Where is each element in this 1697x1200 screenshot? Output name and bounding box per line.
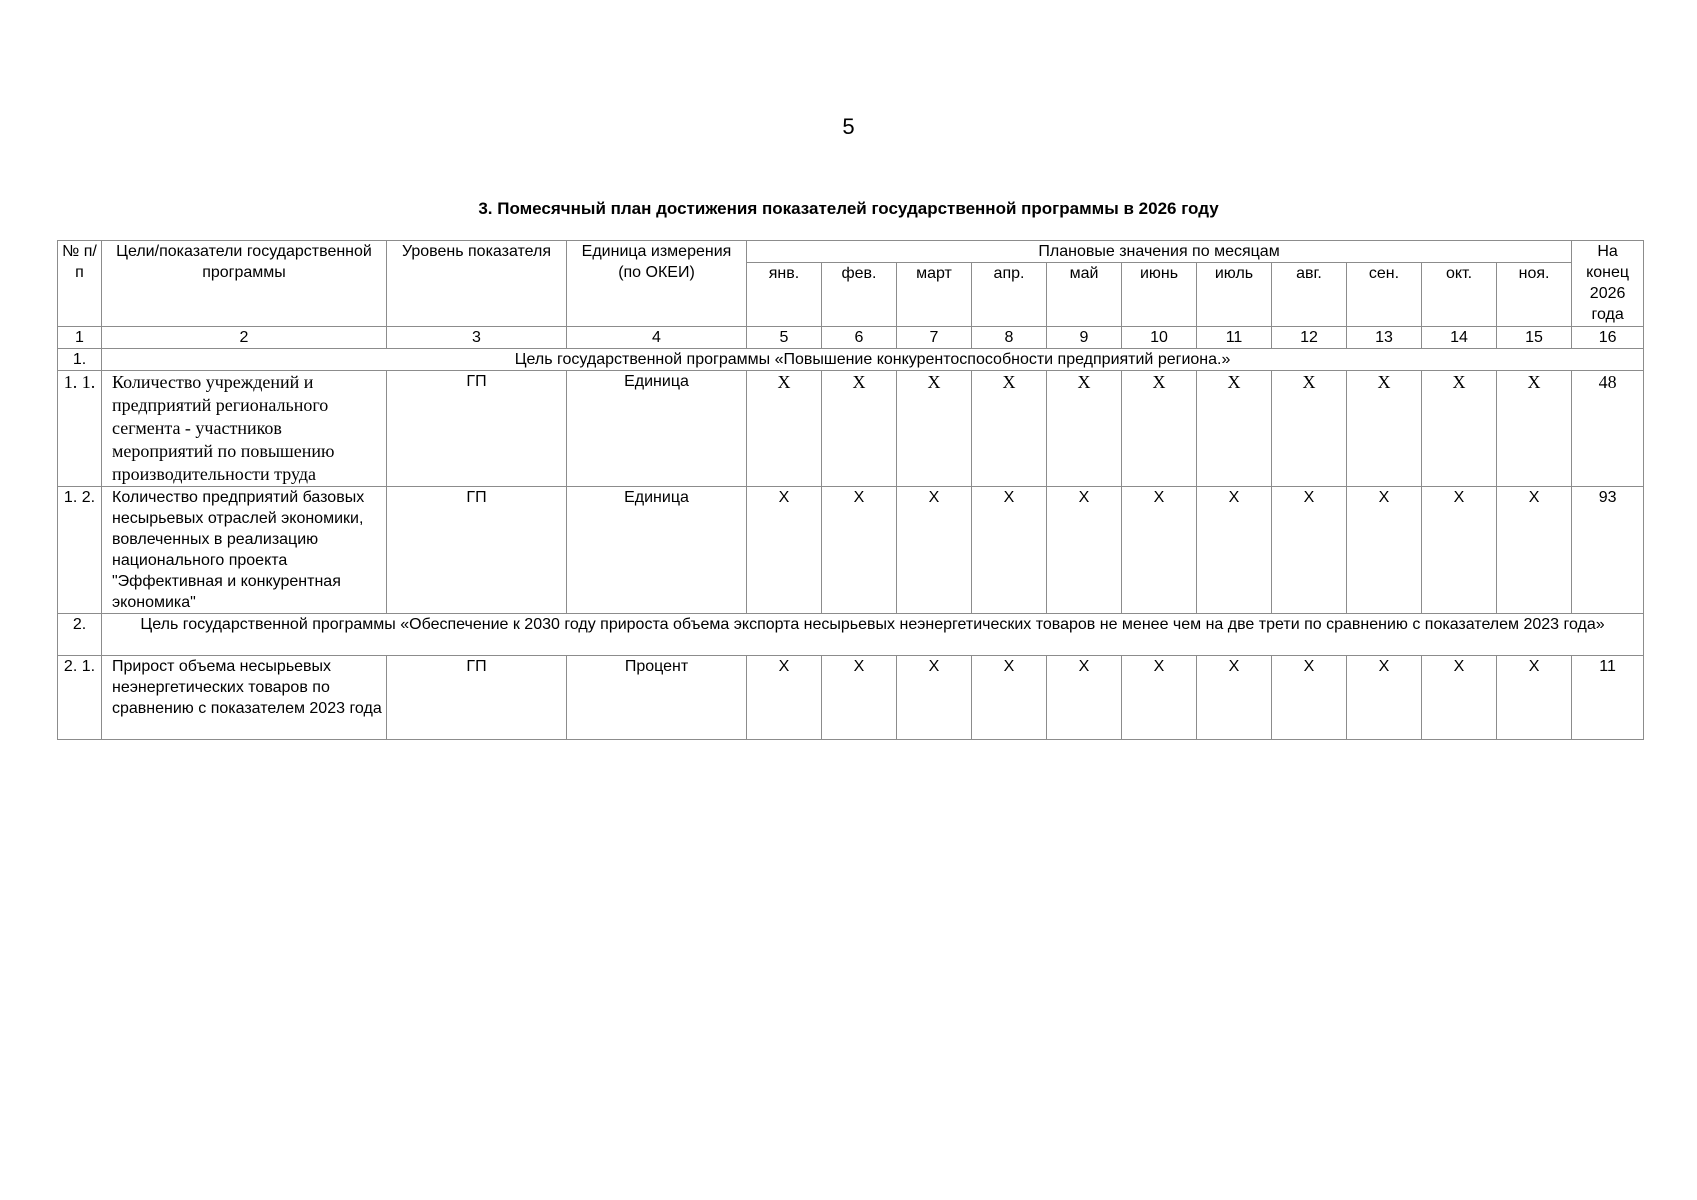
- month-value: X: [1122, 656, 1197, 740]
- header-month: май: [1047, 263, 1122, 327]
- goal-text: Цель государственной программы «Обеспечение к 2030 году прироста объема экспорта несырьевых неэнергетических товаров не менее чем на две трети по сравнению с показателем 2023 года»: [102, 614, 1644, 656]
- month-value: X: [822, 487, 897, 614]
- month-value: X: [1047, 487, 1122, 614]
- indicator-level: ГП: [387, 371, 567, 487]
- indicator-num: 2. 1.: [58, 656, 102, 740]
- header-month: июль: [1197, 263, 1272, 327]
- header-planned: Плановые значения по месяцам: [747, 241, 1572, 263]
- column-number: 3: [387, 327, 567, 349]
- month-value: X: [897, 656, 972, 740]
- page-number: 5: [842, 114, 855, 139]
- month-value: X: [897, 371, 972, 487]
- month-value: X: [1347, 656, 1422, 740]
- column-number: 1: [58, 327, 102, 349]
- indicator-level: ГП: [387, 656, 567, 740]
- month-value: X: [1347, 487, 1422, 614]
- month-value: X: [1347, 371, 1422, 487]
- indicator-level: ГП: [387, 487, 567, 614]
- indicator-row-2-1: [58, 656, 1644, 740]
- month-value: X: [1272, 487, 1347, 614]
- column-number: 11: [1197, 327, 1272, 349]
- indicator-name: Количество учреждений и предприятий регионального сегмента - участников мероприятий по повышению производительности труда: [102, 371, 387, 487]
- header-unit: Единица измерения (по ОКЕИ): [567, 241, 747, 327]
- column-number: 7: [897, 327, 972, 349]
- month-value: X: [1197, 371, 1272, 487]
- header-month: фев.: [822, 263, 897, 327]
- month-value: X: [1497, 656, 1572, 740]
- month-value: X: [747, 656, 822, 740]
- goal-num: 1.: [58, 349, 102, 371]
- end-value: 11: [1572, 656, 1644, 740]
- end-value: 93: [1572, 487, 1644, 614]
- column-number: 12: [1272, 327, 1347, 349]
- month-value: X: [747, 487, 822, 614]
- plan-table: [57, 240, 1644, 740]
- header-row-1: [58, 241, 1644, 263]
- month-value: X: [1122, 371, 1197, 487]
- month-value: X: [1422, 371, 1497, 487]
- header-month: апр.: [972, 263, 1047, 327]
- indicator-row-1-2: [58, 487, 1644, 614]
- month-value: X: [1497, 487, 1572, 614]
- column-numbers-row: [58, 327, 1644, 349]
- goal-row-1: [58, 349, 1644, 371]
- header-num: № п/п: [58, 241, 102, 327]
- column-number: 14: [1422, 327, 1497, 349]
- month-value: X: [822, 371, 897, 487]
- month-value: X: [1272, 656, 1347, 740]
- end-value: 48: [1572, 371, 1644, 487]
- column-number: 10: [1122, 327, 1197, 349]
- goal-text: Цель государственной программы «Повышение конкурентоспособности предприятий региона.»: [102, 349, 1644, 371]
- month-value: X: [897, 487, 972, 614]
- goal-num: 2.: [58, 614, 102, 656]
- month-value: X: [1197, 656, 1272, 740]
- header-month: июнь: [1122, 263, 1197, 327]
- column-number: 16: [1572, 327, 1644, 349]
- month-value: X: [1497, 371, 1572, 487]
- header-goals: Цели/показатели государственной программы: [102, 241, 387, 327]
- indicator-unit: Единица: [567, 371, 747, 487]
- month-value: X: [1422, 656, 1497, 740]
- column-number: 6: [822, 327, 897, 349]
- page-title: 3. Помесячный план достижения показателей государственной программы в 2026 году: [478, 199, 1219, 218]
- header-month: ноя.: [1497, 263, 1572, 327]
- indicator-unit: Процент: [567, 656, 747, 740]
- indicator-unit: Единица: [567, 487, 747, 614]
- month-value: X: [1047, 371, 1122, 487]
- header-month: янв.: [747, 263, 822, 327]
- indicator-num: 1. 1.: [58, 371, 102, 487]
- column-number: 4: [567, 327, 747, 349]
- column-number: 13: [1347, 327, 1422, 349]
- month-value: X: [822, 656, 897, 740]
- month-value: X: [1197, 487, 1272, 614]
- column-number: 5: [747, 327, 822, 349]
- header-month: март: [897, 263, 972, 327]
- header-end: На конец 2026 года: [1572, 241, 1644, 327]
- month-value: X: [972, 487, 1047, 614]
- month-value: X: [1122, 487, 1197, 614]
- month-value: X: [972, 371, 1047, 487]
- header-level: Уровень показателя: [387, 241, 567, 327]
- month-value: X: [1422, 487, 1497, 614]
- column-number: 2: [102, 327, 387, 349]
- month-value: X: [747, 371, 822, 487]
- header-month: окт.: [1422, 263, 1497, 327]
- indicator-name: Прирост объема несырьевых неэнергетических товаров по сравнению с показателем 2023 года: [102, 656, 387, 740]
- column-number: 9: [1047, 327, 1122, 349]
- month-value: X: [972, 656, 1047, 740]
- indicator-name: Количество предприятий базовых несырьевых отраслей экономики, вовлеченных в реализацию национального проекта "Эффективная и конкурентная экономика": [102, 487, 387, 614]
- indicator-num: 1. 2.: [58, 487, 102, 614]
- indicator-row-1-1: [58, 371, 1644, 487]
- month-value: X: [1272, 371, 1347, 487]
- header-month: сен.: [1347, 263, 1422, 327]
- goal-row-2: [58, 614, 1644, 656]
- column-number: 15: [1497, 327, 1572, 349]
- column-number: 8: [972, 327, 1047, 349]
- header-month: авг.: [1272, 263, 1347, 327]
- month-value: X: [1047, 656, 1122, 740]
